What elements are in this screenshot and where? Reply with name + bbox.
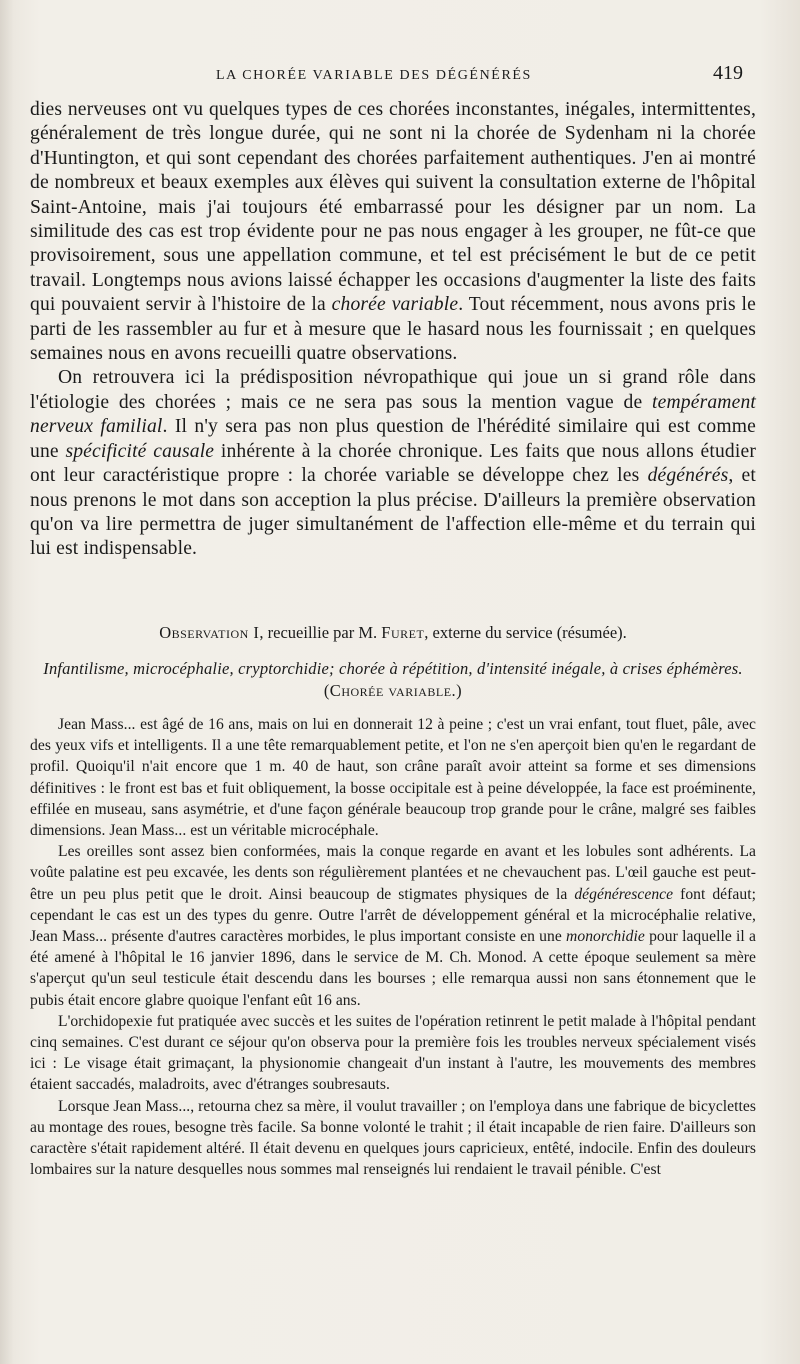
emphasis: monorchidie xyxy=(566,928,645,946)
intro-paragraph-1: dies nerveuses ont vu quelques types de ces chorées inconstantes, inégales, intermittentes, généralement de très longue durée, qui ne sont ni la chorée de Sydenham ni la chorée d'Huntington, et qui sont cependant des chorées parfaitement authentiques. J'en ai montré de nombreux et beaux exemples aux élèves qui suivent la consultation externe de l'hôpital Saint-Antoine, mais j'ai toujours été embarrassé pour les désigner par un nom. La similitude des cas est trop évidente pour ne pas nous engager à les grouper, ne fût-ce que provisoirement, sous une appellation commune, et tel est précisément le but de ce petit travail. Longtemps nous avions laissé échapper les occasions d'augmenter la liste des faits qui pouvaient servir à l'histoire de la chorée variable. Tout récemment, nous avons pris le parti de les rassembler au fur et à mesure que le hasard nous les fournissait ; en quelques semaines nous en avons recueilli quatre observations. xyxy=(30,99,756,365)
case-paragraph-4: Lorsque Jean Mass..., retourna chez sa mère, il voulut travailler ; on l'employa dans une fabrique de bicyclettes au montage des roues, besogne très facile. Sa bonne volonté le trahit ; il était incapable de rien faire. D'ailleurs son caractère s'était rapidement altéré. Il était devenu en quelques jours capricieux, entêté, indocile. Enfin des douleurs lombaires sur la nature desquelles nous sommes mal renseignés lui rendaient le travail pénible. C'est xyxy=(30,1097,756,1179)
page-header xyxy=(0,62,800,92)
emphasis: chorée variable xyxy=(331,294,459,316)
case-paragraph-1: Jean Mass... est âgé de 16 ans, mais on lui en donnerait 12 à peine ; c'est un vrai enfant, tout fluet, pâle, avec des yeux vifs et intelligents. Il a une tête remarquablement petite, et l'on ne s'en aperçoit bien qu'en le regardant de profil. Quoiqu'il n'ait encore que 1 m. 40 de haut, son crâne paraît avoir atteint sa forme et ses dimensions définitives : le front est bas et fuit obliquement, la bosse occipitale est à peine développée, la face est proéminente, effilée en museau, sans asymétrie, et d'une façon générale beaucoup trop grande pour le crâne, malgré ses faibles dimensions. Jean Mass... est un véritable microcéphale. xyxy=(30,716,756,840)
case-paragraph-3: L'orchidopexie fut pratiquée avec succès et les suites de l'opération retinrent le petit malade à l'hôpital pendant cinq semaines. C'est durant ce séjour qu'on observa pour la première fois les troubles nerveux spécialement visés ici : Le visage était grimaçant, la physionomie changeait d'un instant à l'autre, les mouvements des membres étaient saccadés, maladroits, avec d'étranges soubresauts. xyxy=(30,1012,756,1094)
observation-diagnosis: Infantilisme, microcéphalie, cryptorchidie; chorée à répétition, d'intensité inégale, à crises éphémères. xyxy=(43,659,743,678)
observation-label: Observation I xyxy=(159,623,260,642)
running-title: LA CHORÉE VARIABLE DES DÉGÉNÉRÉS xyxy=(216,68,532,83)
observation-author: Furet xyxy=(381,623,425,642)
emphasis: tempérament nerveux familial xyxy=(30,391,756,438)
intro-paragraph-2: On retrouvera ici la prédisposition névropathique qui joue un si grand rôle dans l'étiologie des chorées ; mais ce ne sera pas sous la mention vague de tempérament nerveux familial. Il n'y sera pas non plus question de l'hérédité similaire qui est comme une spécificité causale inhérente à la chorée chronique. Les faits que nous allons étudier ont leur caractéristique propre : la chorée variable se développe chez les dégénérés, et nous prenons le mot dans son acception la plus précise. D'ailleurs la première observation qu'on va lire permettra de juger simultanément de l'affection elle-même et du terrain qui lui est indispensable. xyxy=(30,367,756,560)
case-paragraph-2: Les oreilles sont assez bien conformées, mais la conque regarde en avant et les lobules sont adhérents. La voûte palatine est peu excavée, les dents son régulièrement plantées et ne chevauchent pas. L'œil gauche est peut-être un peu plus petit que le droit. Ainsi beaucoup de stigmates physiques de la dégénérescence font défaut; cependant le cas est un des types du genre. Outre l'arrêt de développement général et la microcéphalie relative, Jean Mass... présente d'autres caractères morbides, le plus important consiste en une monorchidie pour laquelle il a été amené à l'hôpital le 16 janvier 1896, dans le service de M. Ch. Monod. A cette époque seulement sa mère s'aperçut qu'un seul testicule était descendu dans les bourses ; elle remarqua aussi non sans étonnement que le pubis était encore glabre quoique l'enfant eût 16 ans. xyxy=(30,843,756,1009)
emphasis: spécificité causale xyxy=(65,440,215,462)
case-text xyxy=(30,714,756,1180)
emphasis: dégénérés xyxy=(647,465,729,487)
intro-text xyxy=(30,98,756,562)
page-number: 419 xyxy=(713,62,743,84)
emphasis: dégénérescence xyxy=(574,885,674,903)
observation-heading: Observation I, recueillie par M. Furet, externe du service (résumée). xyxy=(159,623,627,642)
observation-subtitle xyxy=(30,658,756,702)
observation-tag: (Chorée variable.) xyxy=(323,681,463,700)
